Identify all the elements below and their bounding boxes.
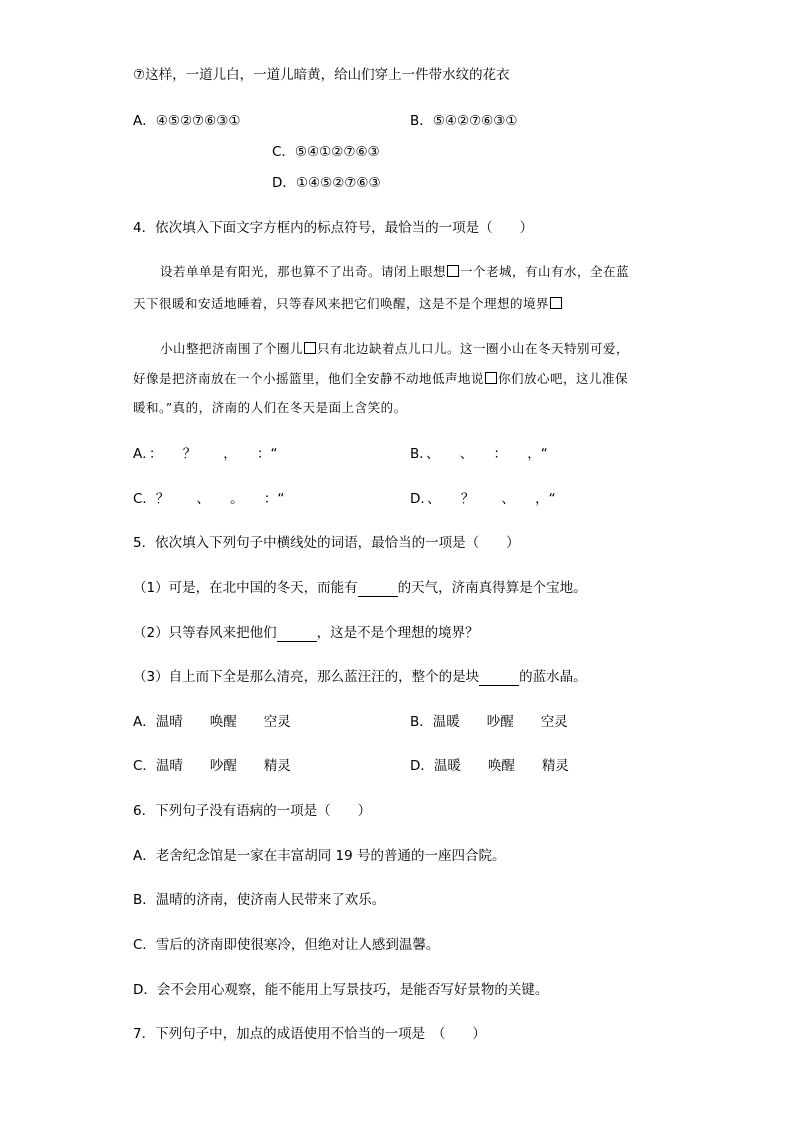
q5-sentence-2: [133, 624, 479, 642]
q5-option-c: C．温晴 吵醒 精灵: [133, 758, 291, 774]
q4-passage-text: 好像是把济南放在一个小摇篮里，他们全安静不动地低声地说: [133, 371, 485, 386]
fill-blank: [277, 627, 317, 642]
q6-option-a: A．老舍纪念馆是一家在丰富胡同 19 号的普通的一座四合院。: [133, 848, 506, 864]
q4-option-d: D．、 ？ 、 ，“: [410, 491, 556, 507]
q5-sentence-3: [133, 668, 587, 686]
q4-passage-text: 只有北边缺着点儿口儿。这一圈小山在冬天特别可爱，: [317, 341, 630, 356]
q4-passage-line: [133, 295, 563, 313]
q3-item-7: ⑦这样，一道儿白，一道儿暗黄，给山们穿上一件带水纹的花衣: [133, 67, 510, 83]
q7-stem: 7．下列句子中，加点的成语使用不恰当的一项是 （ ）: [133, 1026, 486, 1042]
q5-sentence-text: （1）可是，在北中国的冬天，而能有: [133, 580, 358, 596]
q4-passage-line: 暖和。”真的，济南的人们在冬天是面上含笑的。: [133, 400, 407, 415]
q6-option-c: C．雪后的济南即使很寒冷，但绝对让人感到温馨。: [133, 937, 440, 953]
q4-passage-text: 你们放心吧，这儿准保: [498, 371, 629, 386]
q3-option-d: D．①④⑤②⑦⑥③: [272, 175, 381, 191]
q4-passage-text: 天下很暖和安适地睡着，只等春风来把它们唤醒，这是不是个理想的境界: [133, 296, 550, 311]
q5-sentence-text: （2）只等春风来把他们: [133, 625, 277, 641]
q4-passage-text: 设若单单是有阳光，那也算不了出奇。请闭上眼想: [160, 264, 447, 279]
q5-stem: 5．依次填入下列句子中横线处的词语，最恰当的一项是（ ）: [133, 535, 520, 551]
q5-sentence-1: [133, 579, 587, 597]
fill-blank: [358, 582, 398, 597]
punctuation-box: [304, 342, 316, 354]
q5-option-d: D．温暖 唤醒 精灵: [410, 758, 569, 774]
q5-option-a: A．温晴 唤醒 空灵: [133, 714, 291, 730]
q3-option-a: A．④⑤②⑦⑥③①: [133, 113, 241, 129]
fill-blank: [479, 671, 519, 686]
q6-option-d: D．会不会用心观察，能不能用上写景技巧，是能否写好景物的关键。: [133, 982, 549, 998]
q3-option-c: C．⑤④①②⑦⑥③: [272, 144, 380, 160]
q4-passage-text: 小山整把济南围了个圈儿: [160, 341, 304, 356]
q6-stem: 6．下列句子没有语病的一项是（ ）: [133, 803, 372, 819]
punctuation-box: [447, 265, 459, 277]
q5-sentence-text: 的天气，济南真得算是个宝地。: [397, 580, 587, 596]
q4-passage-line: [133, 370, 628, 388]
punctuation-box: [485, 372, 497, 384]
q4-passage-text: 一个老城，有山有水，全在蓝: [460, 264, 630, 279]
q4-passage-line: [160, 263, 629, 281]
q5-option-b: B．温暖 吵醒 空灵: [410, 714, 568, 730]
q5-sentence-text: 的蓝水晶。: [519, 669, 587, 685]
q3-option-b: B．⑤④②⑦⑥③①: [410, 113, 518, 129]
punctuation-box: [550, 297, 562, 309]
q4-option-c: C．？ 、 。 ：“: [133, 491, 285, 507]
q5-sentence-text: （3）自上而下全是那么清亮，那么蓝汪汪的，整个的是块: [133, 669, 480, 685]
q4-passage-line: [160, 340, 629, 358]
q4-option-b: B．、 、 ： ，“: [410, 446, 548, 462]
q4-option-a: A．： ？ ， ：“: [133, 446, 278, 462]
q6-option-b: B．温晴的济南，使济南人民带来了欢乐。: [133, 892, 386, 908]
q4-stem: 4．依次填入下面文字方框内的标点符号，最恰当的一项是（ ）: [133, 220, 534, 236]
q5-sentence-text: ，这是不是个理想的境界？: [316, 625, 479, 641]
